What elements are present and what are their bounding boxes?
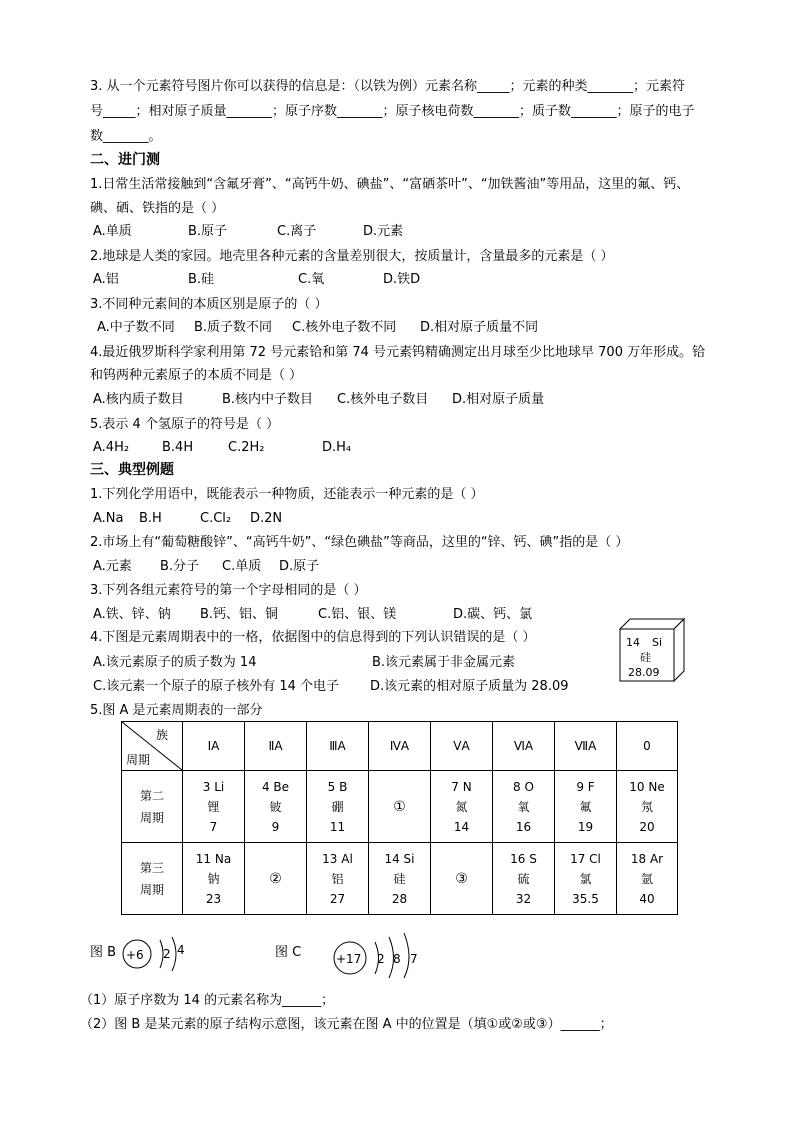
- atom-diagram-c: [330, 930, 430, 980]
- element-cell: 4 Be 铍 9: [245, 771, 307, 843]
- s2-q4-option-b: B.核内中子数目: [222, 392, 314, 407]
- element-cell: 17 Cl 氯 35.5: [555, 843, 617, 915]
- s2-q3-option-a: A.中子数不同: [97, 320, 175, 335]
- group-header: ⅤA: [431, 722, 493, 771]
- element-cell: 5 B 硼 11: [307, 771, 369, 843]
- s3-q1-option-b: B.H: [139, 511, 162, 526]
- s2-q2-option-c: C.氧: [298, 272, 325, 287]
- s3-q3-line1: 3.下列各组元素符号的第一个字母相同的是（ ）: [90, 583, 367, 598]
- nucleus-b: +6: [126, 948, 144, 962]
- s2-q2-option-d: D.铁D: [383, 272, 421, 287]
- s2-q3-option-d: D.相对原子质量不同: [420, 320, 539, 335]
- period-label: 第三 周期: [122, 843, 183, 915]
- shell-b-2: 4: [177, 943, 185, 957]
- periodic-table: [121, 721, 678, 915]
- blank-cell-3: ③: [431, 843, 493, 915]
- s2-q4-option-c: C.核外电子数目: [337, 392, 429, 407]
- s2-q1-option-c: C.离子: [277, 224, 317, 239]
- shell-c-3: 7: [410, 952, 418, 966]
- s2-q2-option-b: B.硅: [188, 272, 215, 287]
- s3-q5-line1: 5.图 A 是元素周期表的一部分: [90, 703, 263, 718]
- group-header: ⅢA: [307, 722, 369, 771]
- s2-q2-option-a: A.铝: [93, 272, 119, 287]
- shell-b-1: 2: [163, 947, 171, 961]
- s2-q5-option-d: D.H₄: [322, 440, 352, 455]
- s2-q4-line1: 4.最近俄罗斯科学家利用第 72 号元素铪和第 74 号元素钨精确测定出月球至少比地球早 700 万年形成。铪: [90, 345, 706, 360]
- period-label: 第二 周期: [122, 771, 183, 843]
- element-cell: 7 N 氮 14: [431, 771, 493, 843]
- element-cell: 9 F 氟 19: [555, 771, 617, 843]
- s3-q1-line1: 1.下列化学用语中，既能表示一种物质，还能表示一种元素的是（ ）: [90, 487, 484, 502]
- element-tile-si: [618, 617, 688, 683]
- blank-cell-2: ②: [245, 843, 307, 915]
- s2-q5-line1: 5.表示 4 个氢原子的符号是（ ）: [90, 417, 280, 432]
- section2-title: 二、进门测: [90, 152, 160, 168]
- table-corner-cell: [122, 722, 183, 771]
- fig-c-label: 图 C: [275, 945, 302, 960]
- tile-mass: 28.09: [628, 666, 660, 679]
- group-header: ⅡA: [245, 722, 307, 771]
- tile-number: 14: [626, 636, 640, 649]
- q3-pre-line2: 号_____；相对原子质量_______；原子序数_______；原子核电荷数_______；质子数_______；原子的电子: [90, 104, 695, 119]
- s2-q5-option-a: A.4H₂: [93, 440, 130, 455]
- s3-q5-sub2: （2）图 B 是某元素的原子结构示意图，该元素在图 A 中的位置是（填①或②或③）______；: [80, 1017, 613, 1032]
- group-header: ⅠA: [183, 722, 245, 771]
- s2-q4-option-d: D.相对原子质量: [452, 392, 545, 407]
- s3-q3-option-c: C.铝、银、镁: [318, 607, 397, 622]
- element-cell: 10 Ne 氖 20: [617, 771, 678, 843]
- atom-diagram-b: [120, 934, 200, 976]
- s3-q4-option-c: C.该元素一个原子的原子核外有 14 个电子: [93, 679, 340, 694]
- element-cell: 18 Ar 氩 40: [617, 843, 678, 915]
- corner-group-label: 族: [156, 728, 169, 742]
- s3-q4-option-a: A.该元素原子的质子数为 14: [93, 655, 257, 670]
- fig-b-label: 图 B: [90, 945, 117, 960]
- s3-q3-option-b: B.钙、铝、铜: [200, 607, 279, 622]
- s2-q1-option-d: D.元素: [363, 224, 404, 239]
- q3-pre-line1: 3. 从一个元素符号图片你可以获得的信息是：（以铁为例）元素名称_____；元素的种类_______；元素符: [90, 79, 686, 94]
- s3-q2-option-c: C.单质: [222, 559, 262, 574]
- s2-q3-option-b: B.质子数不同: [194, 320, 273, 335]
- element-cell: 8 O 氧 16: [493, 771, 555, 843]
- group-header: ⅣA: [369, 722, 431, 771]
- s3-q4-option-d: D.该元素的相对原子质量为 28.09: [370, 679, 569, 694]
- shell-c-2: 8: [393, 952, 401, 966]
- element-cell: 14 Si 硅 28: [369, 843, 431, 915]
- section3-title: 三、典型例题: [90, 462, 174, 478]
- s3-q3-option-a: A.铁、锌、钠: [93, 607, 171, 622]
- q3-pre-line3: 数_______。: [90, 129, 162, 144]
- s2-q5-option-b: B.4H: [162, 440, 194, 455]
- s2-q1-line1: 1.日常生活常接触到“含氟牙膏”、“高钙牛奶、碘盐”、“富硒茶叶”、“加铁酱油”等用品，这里的氟、钙、: [90, 177, 690, 192]
- s2-q3-option-c: C.核外电子数不同: [292, 320, 397, 335]
- element-cell: 16 S 硫 32: [493, 843, 555, 915]
- s3-q4-option-b: B.该元素属于非金属元素: [372, 655, 516, 670]
- s3-q2-option-a: A.元素: [93, 559, 132, 574]
- group-header: ⅦA: [555, 722, 617, 771]
- tile-symbol: Si: [652, 636, 663, 649]
- s3-q1-option-d: D.2N: [250, 511, 283, 526]
- corner-diagonal: [122, 722, 182, 770]
- s3-q2-option-d: D.原子: [279, 559, 320, 574]
- tile-name: 硅: [640, 651, 651, 664]
- s2-q2-line1: 2.地球是人类的家园。地壳里各种元素的含量差别很大，按质量计，含量最多的元素是（ ）: [90, 249, 614, 264]
- blank-cell-1: ①: [369, 771, 431, 843]
- s2-q3-line1: 3.不同种元素间的本质区别是原子的（ ）: [90, 297, 328, 312]
- element-cell: 13 Al 铝 27: [307, 843, 369, 915]
- corner-period-label: 周期: [126, 753, 151, 767]
- element-cell: 11 Na 钠 23: [183, 843, 245, 915]
- group-header: 0: [617, 722, 678, 771]
- group-header: ⅥA: [493, 722, 555, 771]
- element-cell: 3 Li 锂 7: [183, 771, 245, 843]
- s2-q4-option-a: A.核内质子数目: [93, 392, 184, 407]
- s2-q1-option-b: B.原子: [188, 224, 228, 239]
- s3-q4-line1: 4.下图是元素周期表中的一格，依据图中的信息得到的下列认识错误的是（ ）: [90, 630, 536, 645]
- s2-q4-line2: 和钨两种元素原子的本质不同是（ ）: [90, 368, 303, 383]
- s2-q1-option-a: A.单质: [93, 224, 132, 239]
- s3-q1-option-a: A.Na: [93, 511, 124, 526]
- nucleus-c: +17: [336, 952, 362, 966]
- s3-q3-option-d: D.碳、钙、氯: [453, 607, 533, 622]
- s2-q5-option-c: C.2H₂: [228, 440, 265, 455]
- s3-q2-option-b: B.分子: [160, 559, 200, 574]
- shell-c-1: 2: [377, 952, 385, 966]
- s3-q1-option-c: C.Cl₂: [200, 511, 232, 526]
- s2-q1-line2: 碘、硒、铁指的是（ ）: [90, 201, 225, 216]
- s3-q5-sub1: （1）原子序数为 14 的元素名称为______；: [80, 993, 335, 1008]
- s3-q2-line1: 2.市场上有“葡萄糖酸锌”、“高钙牛奶”、“绿色碘盐”等商品，这里的“锌、钙、碘”指的是（ ）: [90, 535, 629, 550]
